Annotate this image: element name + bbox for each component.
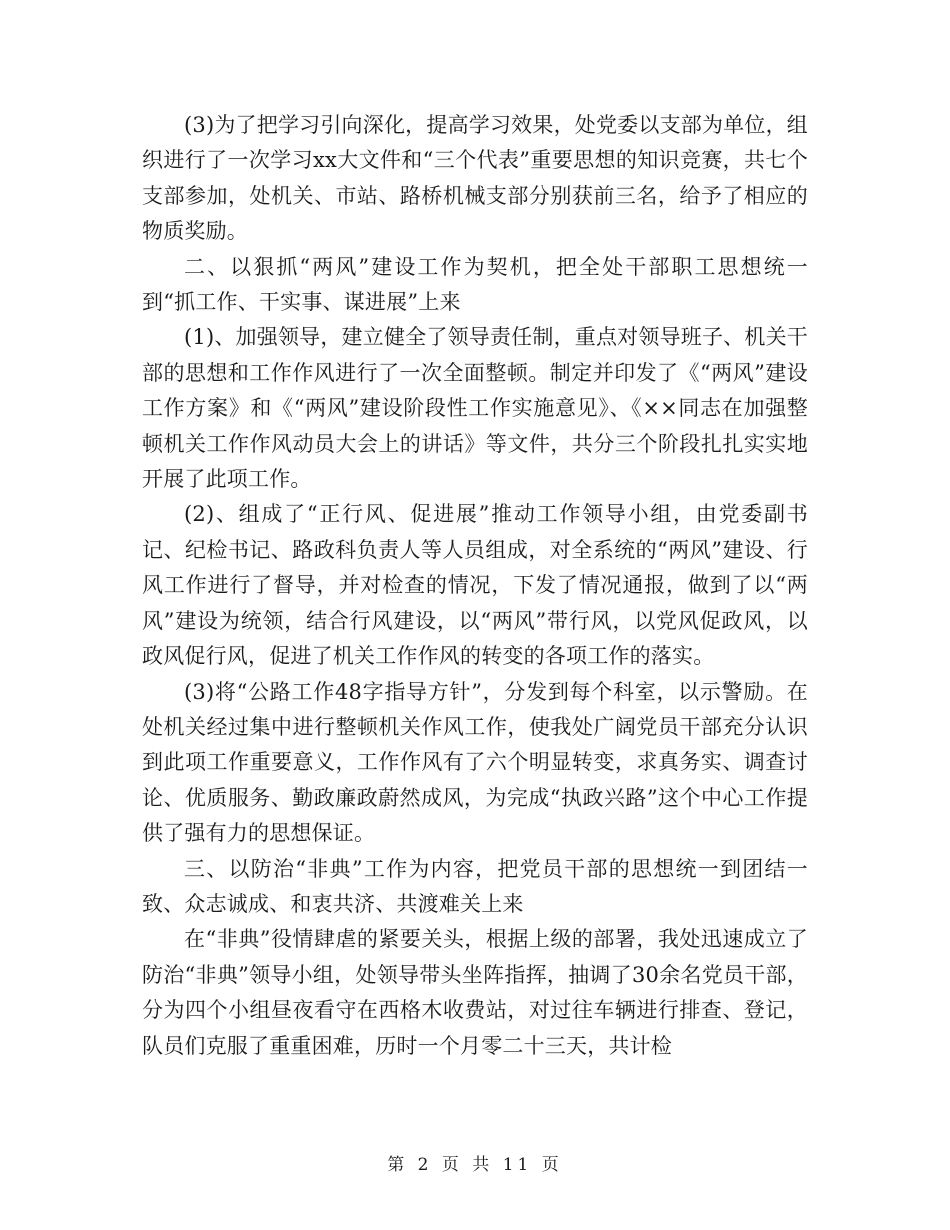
paragraph-knowledge-contest: (3)为了把学习引向深化，提高学习效果，处党委以支部为单位，组织进行了一次学习xx大文件和“三个代表”重要思想的知识竞赛，共七个支部参加，处机关、市站、路桥机械支部分别获前三名，给予了相应的物质奖励。	[142, 113, 808, 244]
paragraph-guiding-principles: (3)将“公路工作48字指导方针”，分发到每个科室，以示警励。在处机关经过集中进行整顿机关作风工作，使我处广阔党员干部充分认识到此项工作重要意义，工作作风有了六个明显转变，求真务实、调查讨论、优质服务、勤政廉政蔚然成风，为完成“执政兴路”这个中心工作提供了强有力的思想保证。	[142, 679, 808, 846]
paragraph-leadership-responsibility: (1)、加强领导，建立健全了领导责任制，重点对领导班子、机关干部的思想和工作作风进行了一次全面整顿。制定并印发了《“两风”建设工作方案》和《“两风”建设阶段性工作实施意见》、《××同志在加强整顿机关工作作风动员大会上的讲话》等文件，共分三个阶段扎扎实实地开展了此项工作。	[142, 325, 808, 492]
page-number-footer: 第 2 页 共 11 页	[387, 1155, 563, 1175]
section-heading-sars-prevention: 三、以防治“非典”工作为内容，把党员干部的思想统一到团结一致、众志诚成、和衷共济、共渡难关上来	[142, 856, 808, 916]
paragraph-leading-group: (2)、组成了“正行风、促进展”推动工作领导小组，由党委副书记、纪检书记、路政科负责人等人员组成，对全系统的“两风”建设、行风工作进行了督导，并对检查的情况，下发了情况通报，做到了以“两风”建设为统领，结合行风建设，以“两风”带行风，以党风促政风，以政风促行风，促进了机关工作作风的转变的各项工作的落实。	[142, 502, 808, 669]
document-body	[142, 108, 808, 1064]
paragraph-sars-response: 在“非典”役情肆虐的紧要关头，根据上级的部署，我处迅速成立了防治“非典”领导小组，处领导带头坐阵指挥，抽调了30余名党员干部，分为四个小组昼夜看守在西格木收费站，对过往车辆进行排查、登记，队员们克服了重重困难，历时一个月零二十三天，共计检	[142, 927, 808, 1058]
section-heading-two-styles: 二、以狠抓“两风”建设工作为契机，把全处干部职工思想统一到“抓工作、干实事、谋进展”上来	[142, 254, 808, 315]
